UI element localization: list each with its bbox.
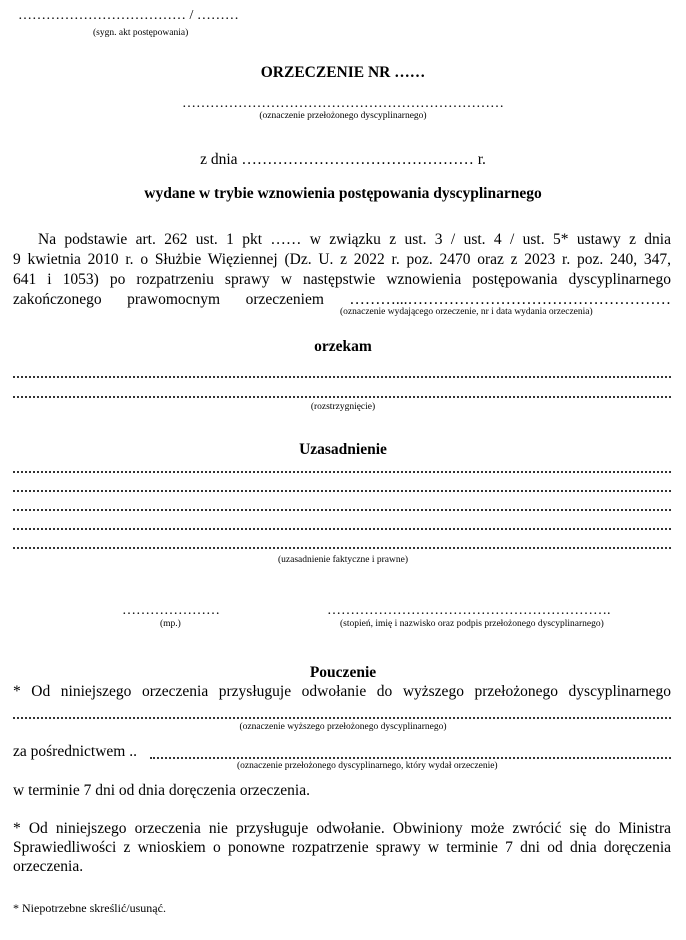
justification-line-2[interactable] bbox=[13, 489, 671, 492]
signature-line[interactable]: ……………………………………………………. bbox=[327, 603, 611, 618]
no-appeal-line-3: orzeczenia. bbox=[13, 858, 84, 875]
issuer-caption: (oznaczenie wydającego orzeczenie, nr i data wydania orzeczenia) bbox=[340, 307, 593, 317]
superior-caption: (oznaczenie przełożonego dyscyplinarnego) bbox=[259, 111, 427, 121]
justification-caption: (uzasadnienie faktyczne i prawne) bbox=[277, 555, 409, 565]
case-reference-caption: (sygn. akt postępowania) bbox=[93, 28, 189, 38]
document-title: ORZECZENIE NR …… bbox=[260, 64, 426, 81]
decision-line-1[interactable] bbox=[13, 375, 671, 378]
orzekam-heading: orzekam bbox=[314, 338, 372, 355]
no-appeal-line-2: Sprawiedliwości z wnioskiem o ponowne rozpatrzenie sprawy w terminie 7 dni od dnia doręczenia bbox=[13, 839, 671, 856]
superior-line[interactable]: …………………………………………………………… bbox=[182, 96, 504, 111]
body-line-4[interactable]: zakończonego prawomocnym orzeczeniem ………...…………………………………………… bbox=[13, 291, 671, 308]
justification-line-3[interactable] bbox=[13, 508, 671, 511]
document-subtitle: wydane w trybie wznowienia postępowania dyscyplinarnego bbox=[144, 185, 542, 202]
via-line[interactable] bbox=[150, 756, 671, 759]
footnote: * Niepotrzebne skreślić/usunąć. bbox=[13, 901, 166, 915]
body-line-1: Na podstawie art. 262 ust. 1 pkt …… w związku z ust. 3 / ust. 4 / ust. 5* ustawy z dnia bbox=[38, 231, 671, 248]
higher-superior-caption: (oznaczenie wyższego przełożonego dyscyplinarnego) bbox=[239, 722, 447, 732]
appeal-line: * Od niniejszego orzeczenia przysługuje odwołanie do wyższego przełożonego dyscyplinarnego bbox=[13, 683, 671, 700]
deadline-text: w terminie 7 dni od dnia doręczenia orzeczenia. bbox=[13, 782, 310, 799]
no-appeal-line-1: * Od niniejszego orzeczenia nie przysługuje odwołanie. Obwiniony może zwrócić się do Ministra bbox=[13, 820, 671, 837]
signature-caption: (stopień, imię i nazwisko oraz podpis przełożonego dyscyplinarnego) bbox=[340, 619, 604, 629]
justification-line-4[interactable] bbox=[13, 527, 671, 530]
case-reference-line[interactable]: ……………………………… / ……… bbox=[18, 8, 239, 23]
via-caption: (oznaczenie przełożonego dyscyplinarnego, który wydał orzeczenie) bbox=[237, 761, 498, 771]
uzasadnienie-heading: Uzasadnienie bbox=[299, 441, 387, 458]
higher-superior-line[interactable] bbox=[13, 716, 671, 719]
date-line[interactable]: z dnia ……………………………………… r. bbox=[200, 151, 486, 168]
decision-caption: (rozstrzygnięcie) bbox=[310, 402, 376, 412]
body-line-3: 641 i 1053) po rozpatrzeniu sprawy w następstwie wznowienia postępowania dyscyplinarnego bbox=[13, 271, 671, 288]
body-line-2: 9 kwietnia 2010 r. o Służbie Więziennej (Dz. U. z 2022 r. poz. 2470 oraz z 2023 r. poz. 240, 347, bbox=[13, 251, 671, 268]
justification-line-5[interactable] bbox=[13, 546, 671, 549]
stamp-caption: (mp.) bbox=[160, 619, 181, 629]
pouczenie-heading: Pouczenie bbox=[309, 664, 377, 681]
decision-line-2[interactable] bbox=[13, 395, 671, 398]
justification-line-1[interactable] bbox=[13, 470, 671, 473]
stamp-line[interactable]: ………………… bbox=[122, 603, 220, 618]
via-label: za pośrednictwem .. bbox=[13, 743, 137, 760]
